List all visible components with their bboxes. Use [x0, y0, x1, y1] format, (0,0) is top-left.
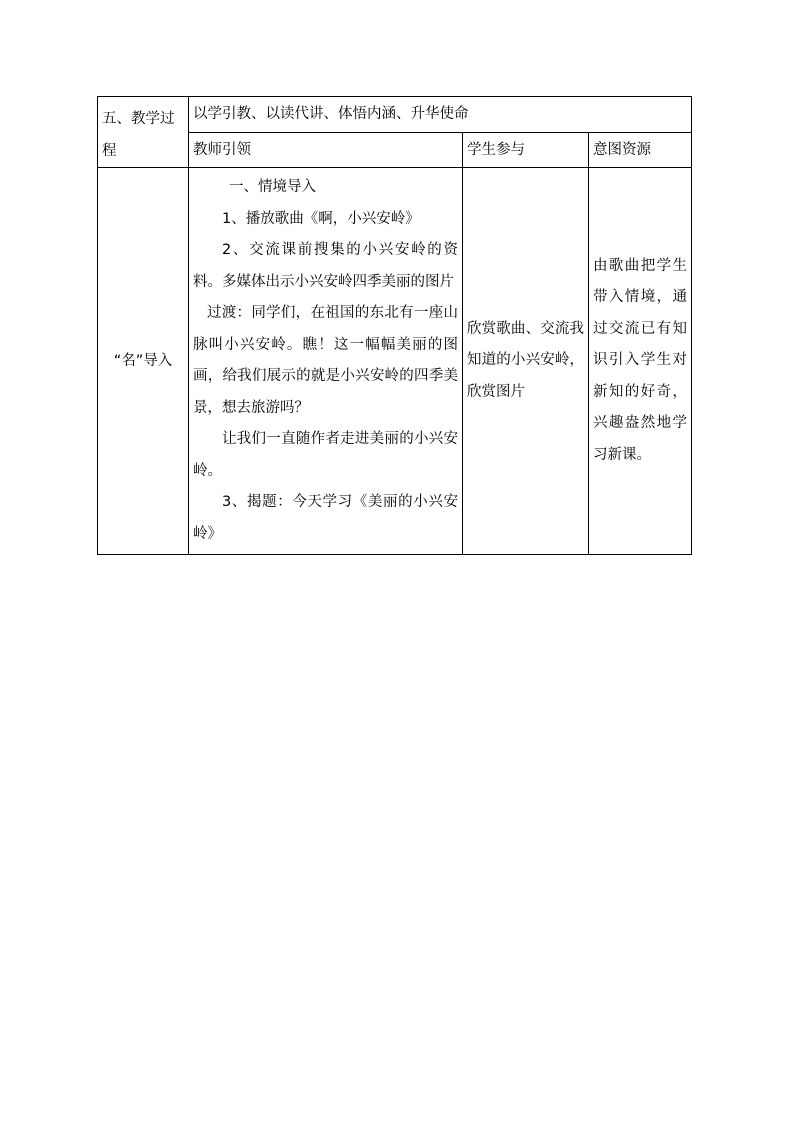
- lesson-plan-table: [97, 96, 692, 555]
- teacher-line: 过渡：同学们，在祖国的东北有一座山脉叫小兴安岭。瞧！这一幅幅美丽的图画，给我们展示的就是小兴安岭的四季美景，想去旅游吗？: [193, 305, 458, 416]
- row-label-cell: [98, 168, 189, 555]
- section-label-cell: [98, 97, 189, 168]
- teacher-line: 让我们一直随作者走进美丽的小兴安岭。: [193, 431, 458, 479]
- teacher-line: 2、交流课前搜集的小兴安岭的资料。多媒体出示小兴安岭四季美丽的图片: [193, 242, 458, 290]
- section-subtitle: 以学引教、以读代讲、体悟内涵、升华使命: [193, 106, 469, 123]
- content-row: [98, 168, 692, 555]
- intent-text: 由歌曲把学生带入情境，通过交流已有知识引入学生对新知的好奇，兴趣盎然地学习新课。: [593, 257, 688, 463]
- header-teacher: [189, 132, 463, 168]
- header-student: [463, 132, 589, 168]
- header-intent-label: 意图资源: [593, 141, 651, 158]
- student-text: 欣赏歌曲、交流我知道的小兴安岭，欣赏图片: [467, 320, 584, 400]
- teacher-line: 一、情境导入: [229, 179, 316, 195]
- section-label: 五、教学过程: [102, 111, 175, 159]
- subtitle-cell: [189, 97, 692, 133]
- header-intent: [589, 132, 692, 168]
- intent-cell: [589, 168, 692, 555]
- section-title-row: [98, 97, 692, 133]
- row-label: “名”导入: [113, 353, 173, 369]
- header-student-label: 学生参与: [467, 141, 525, 158]
- student-cell: [463, 168, 589, 555]
- header-teacher-label: 教师引领: [193, 141, 251, 158]
- teacher-line: 3、揭题：今天学习《美丽的小兴安岭》: [193, 494, 458, 542]
- teacher-line: 1、播放歌曲《啊，小兴安岭》: [222, 210, 420, 227]
- teacher-cell: [189, 168, 463, 555]
